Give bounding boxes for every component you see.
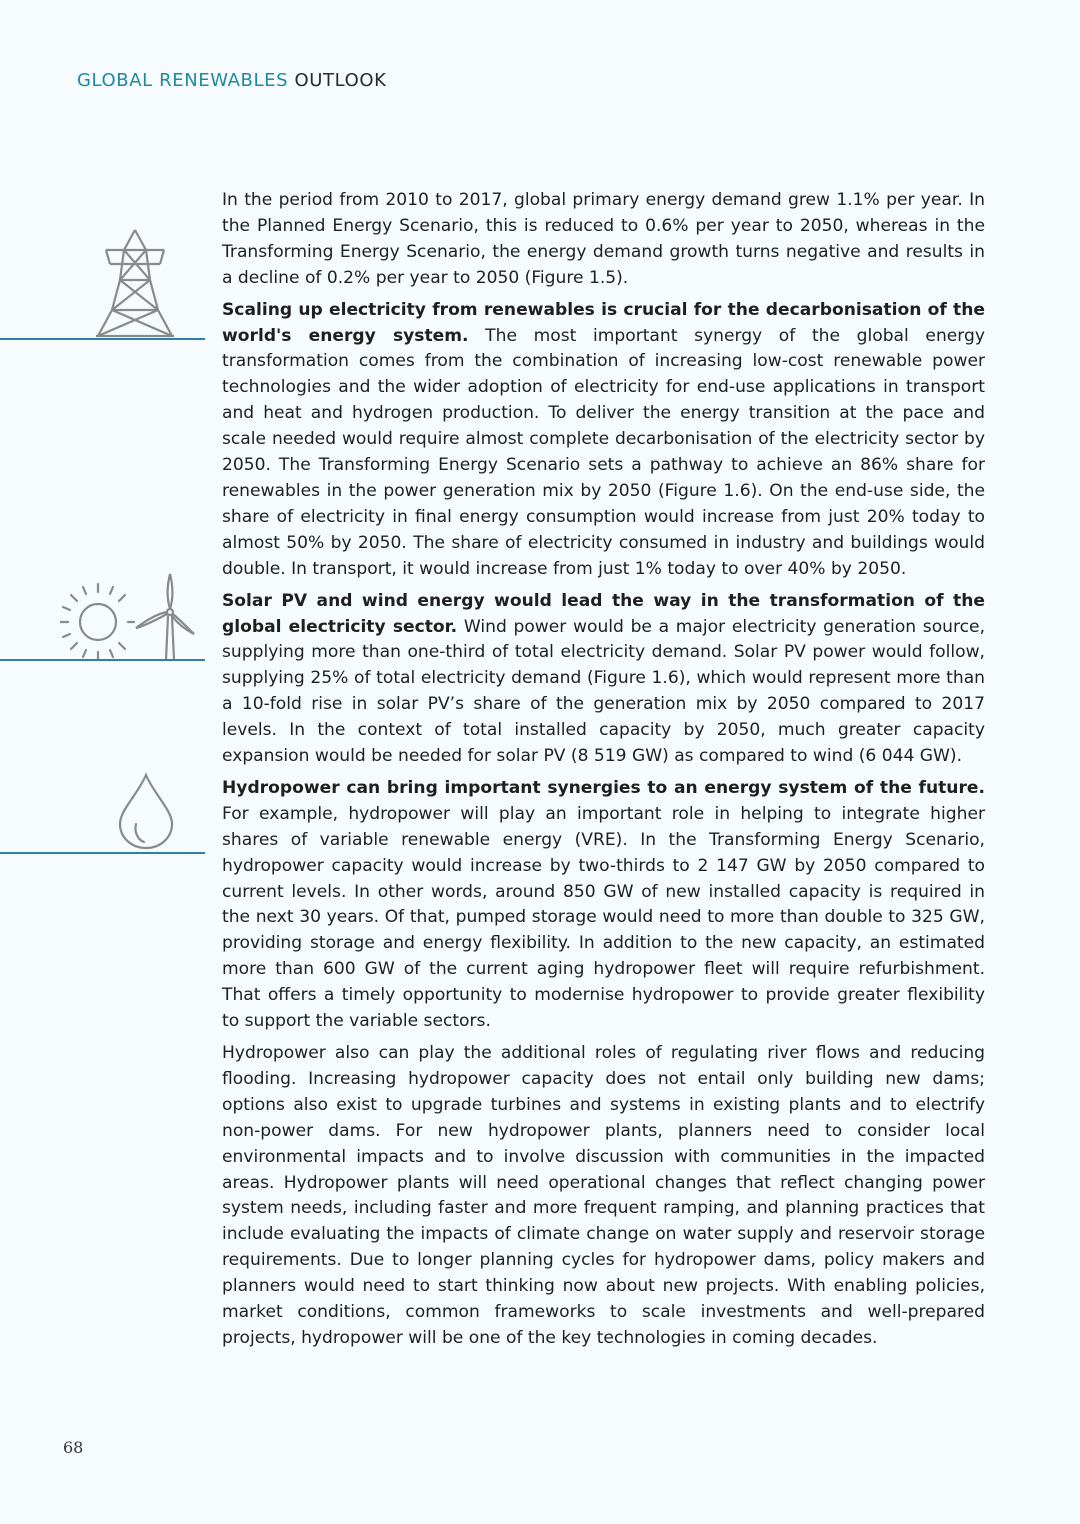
section-rule xyxy=(0,659,205,661)
paragraph-5: Hydropower also can play the additional roles of regulating river flows and reducing flooding. Increasing hydropower capacity does not entail only building new dams; options also exist to upgrade turbines and systems in existing plants and to electrify non-power dams. For new hydropower plants, planners need to consider local environmental impacts and to involve discussion with communities in the impacted areas. Hydropower plants will need operational changes that reflect changing power system needs, including faster and more frequent ramping, and planning practices that include evaluating the impacts of climate change on water supply and reservoir storage requirements. Due to longer planning cycles for hydropower dams, policy makers and planners would need to start thinking now about new projects. With enabling policies, market conditions, common frameworks to scale investments and well-prepared projects, hydropower will be one of the key technologies in coming decades. xyxy=(222,1043,985,1348)
lead-sentence: Scaling up electricity from renewables is crucial for the decarbonisation of the world's energy system. xyxy=(222,299,985,346)
page-number: 68 xyxy=(63,1438,84,1457)
lead-sentence: Hydropower can bring important synergies to an energy system of the future. xyxy=(222,777,985,798)
section-rule xyxy=(0,852,205,854)
transmission-tower-icon xyxy=(92,228,178,338)
header-accent: GLOBAL RENEWABLES xyxy=(77,70,289,91)
body-text xyxy=(222,188,985,1358)
lead-sentence: Solar PV and wind energy would lead the way in the transformation of the global electricity sector. xyxy=(222,590,985,637)
running-header xyxy=(77,70,387,91)
water-drop-icon xyxy=(116,772,176,850)
paragraph-2: Scaling up electricity from renewables is crucial for the decarbonisation of the world's energy system. The most important synergy of the global energy transformation comes from the combination of increasing low-cost renewable power technologies and the wider adoption of electricity for end-use applications in transport and heat and hydrogen production. To deliver the energy transition at the pace and scale needed would require almost complete decarbonisation of the electricity sector by 2050. The Transforming Energy Scenario sets a pathway to achieve an 86% share for renewables in the power generation mix by 2050 (Figure 1.6). On the end-use side, the share of electricity in final energy consumption would increase from just 20% today to almost 50% by 2050. The share of electricity consumed in industry and buildings would double. In transport, it would increase from just 1% today to over 40% by 2050. xyxy=(222,299,985,579)
section-rule xyxy=(0,338,205,340)
paragraph-1: In the period from 2010 to 2017, global primary energy demand grew 1.1% per year. In the Planned Energy Scenario, this is reduced to 0.6% per year to 2050, whereas in the Transforming Energy Scenario, the energy demand growth turns negative and results in a decline of 0.2% per year to 2050 (Figure 1.5). xyxy=(222,190,985,288)
paragraph-4: Hydropower can bring important synergies to an energy system of the future. For example, hydropower will play an important role in helping to integrate higher shares of variable renewable energy (VRE). In the Transforming Energy Scenario, hydropower capacity would increase by two-thirds to 2 147 GW by 2050 compared to current levels. In other words, around 850 GW of new installed capacity is required in the next 30 years. Of that, pumped storage would need to more than double to 325 GW, providing storage and energy flexibility. In addition to the new capacity, an estimated more than 600 GW of the current aging hydropower fleet will require refurbishment. That offers a timely opportunity to modernise hydropower to provide greater flexibility to support the variable sectors. xyxy=(222,777,985,1032)
header-plain: OUTLOOK xyxy=(288,70,387,91)
sun-wind-turbine-icon xyxy=(60,570,195,662)
paragraph-3: Solar PV and wind energy would lead the way in the transformation of the global electricity sector. Wind power would be a major electricity generation source, supplying more than one-third of total electricity demand. Solar PV power would follow, supplying 25% of total electricity demand (Figure 1.6), which would represent more than a 10-fold rise in solar PV’s share of the generation mix by 2050 compared to 2017 levels. In the context of total installed capacity by 2050, much greater capacity expansion would be needed for solar PV (8 519 GW) as compared to wind (6 044 GW). xyxy=(222,590,986,767)
